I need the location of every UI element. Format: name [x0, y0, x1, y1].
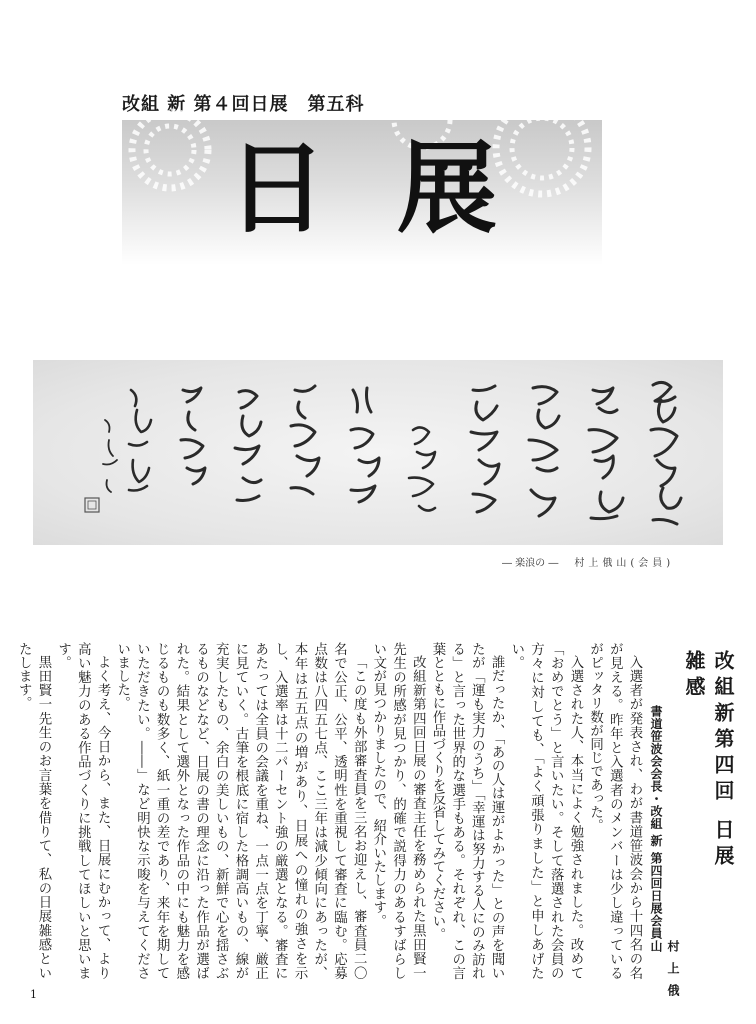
article-title: 改組新第四回 日展雑感 [682, 650, 735, 871]
page-header-title: 改組 新 第４回日展 第五科 [122, 94, 365, 115]
author-name: 村上俄山 [649, 940, 680, 1006]
banner [122, 120, 602, 265]
article-paragraph: 「この度も外部審査員を三名お迎えし、審査員二〇名で公正、公平、透明性を重視して審査に臨む。応募点数は八四五七点、ここ三年は減少傾向にあったが、本年は五五点の増があり、日展への憧れの強さを示し、入選率は十二パーセント強の厳選となる。審査にあたっては全員の会議を重ね、一点一点を丁寧、厳正に見ていく。古筆を根底に宿した格調高いもの、線が充実したもの、余白の美しいもの、新鮮で心を揺さぶるものなどなど、日展の書の理念に沿った作品が選ばれた。結果として選外となった作品の中にも魅力を感じるものも数多く、紙一重の差であり、来年を期していただきたい。――」など明快な示唆を与えてくださいました。 [114, 642, 367, 980]
artist-seal [85, 498, 99, 512]
article-paragraph: 入選者が発表され、わが書道笹波会から十四名の名が見える。昨年と入選者のメンバーは少し違っているがピッタリ数が同じであった。 [587, 642, 642, 980]
article-body [16, 642, 644, 980]
author-affiliation: 書道笹波会会長・改組 新 第四回日展会員 [649, 705, 663, 940]
article-paragraph: 黒田賢一先生のお言葉を借りて、私の日展雑感といたします。 [16, 642, 51, 980]
calligraphy-artwork [33, 360, 723, 545]
article-paragraph: 入選された人、本当によく勉強されました。改めて「おめでとう」と言いたい。そして落選された会員の方々に対しても、「よく頑張りました」と申しあげたい。 [508, 642, 583, 980]
article-paragraph: 誰だったか、「あの人は運がよかった」との声を聞いたが「運も実力のうち」「幸運は努力する人にのみ訪れる」と言った世界的な選手もある。それぞれ、この言葉とともに作品づくりを反省してみてください。 [429, 642, 505, 980]
artwork-caption [502, 554, 674, 569]
artwork-caption-author: 村上俄山(会員) [574, 558, 675, 569]
artwork-caption-title: ― 楽浪の ― [502, 558, 559, 569]
article-paragraph: よく考え、今日から、また、日展にむかって、より高い魅力のある作品づくりに挑戦してほしいと思います。 [55, 642, 111, 980]
article-paragraph: 改組新第四回日展の審査主任を務められた黒田賢一先生の所感が見つかり、的確で説得力のあるすばらしい文が見つかりましたので、紹介いたします。 [370, 642, 426, 980]
page-number: 1 [30, 988, 37, 1001]
banner-title: 日展 [227, 129, 567, 247]
calligraphy-brushwork [33, 360, 723, 545]
